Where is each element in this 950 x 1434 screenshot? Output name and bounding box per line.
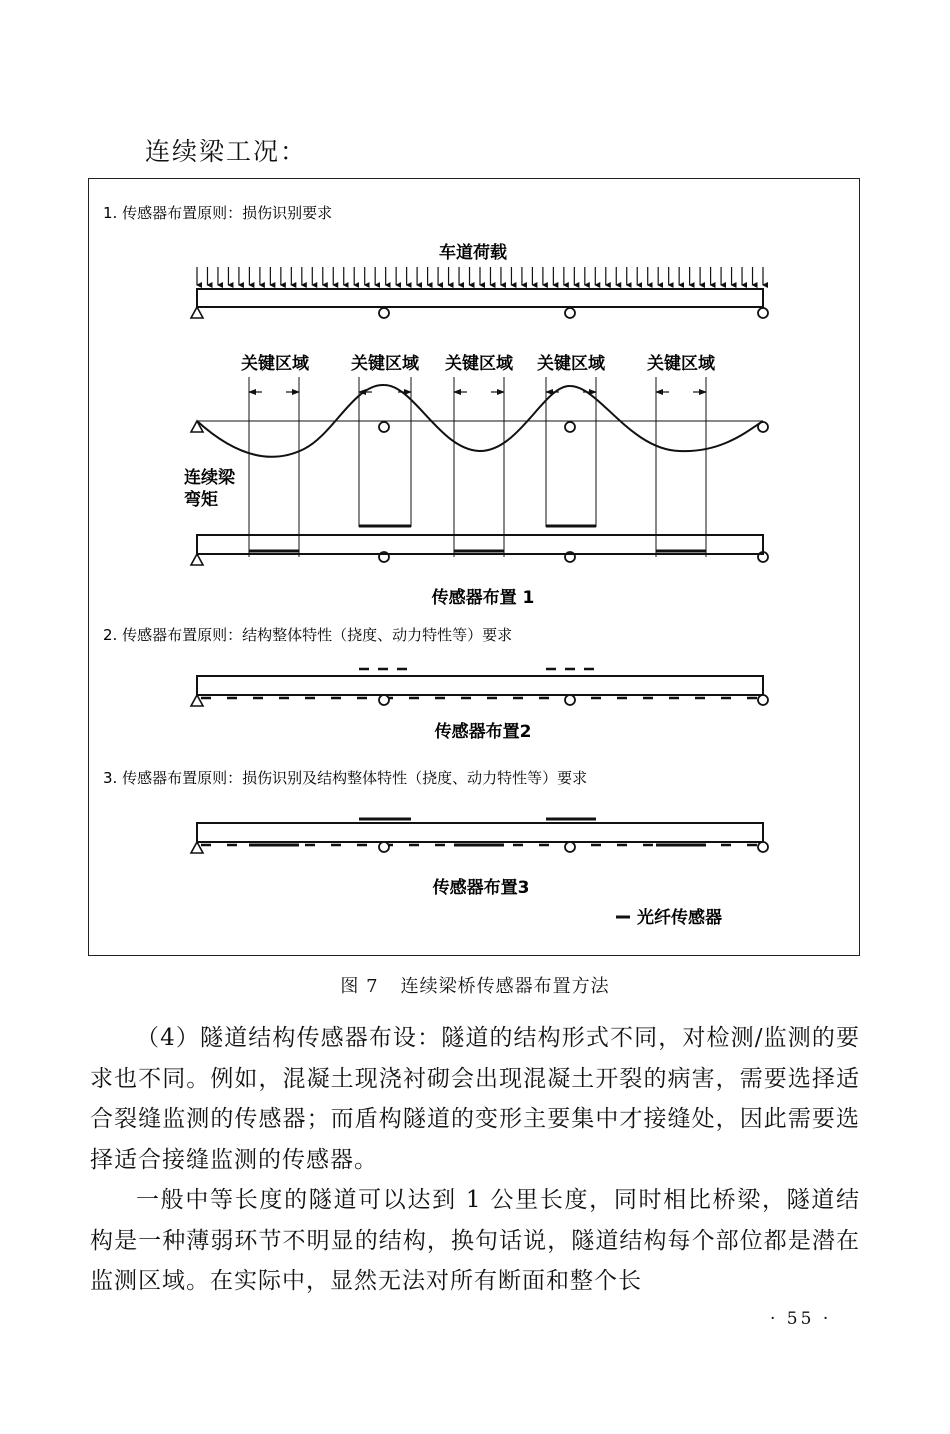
- paragraph-text: 一般中等长度的隧道可以达到 1 公里长度，同时相比桥梁，隧道结构是一种薄弱环节不明显的结构，换句话说，隧道结构每个部位都是潜在监测区域。在实际中，显然无法对所有断面和整个长: [90, 1187, 860, 1294]
- key-zone-label: 关键区域: [647, 354, 715, 374]
- roller-support-icon: [565, 308, 575, 318]
- pin-support-icon: [191, 695, 203, 706]
- key-zone-label: 关键区域: [537, 354, 605, 374]
- zone-boundary-lines: [249, 377, 706, 557]
- lane-load-arrows: [197, 267, 763, 285]
- roller-support-icon: [565, 422, 575, 432]
- roller-support-icon: [758, 842, 768, 852]
- beam-layout-1: [191, 526, 768, 565]
- layout-1-label: 传感器布置 1: [431, 588, 535, 608]
- roller-support-icon: [758, 695, 768, 705]
- pin-support-icon: [191, 554, 203, 565]
- bending-moment-diagram: [191, 385, 768, 457]
- principle-1-text: 1. 传感器布置原则：损伤识别要求: [103, 204, 333, 222]
- figure-caption: [0, 972, 950, 998]
- load-label: 车道荷载: [439, 243, 507, 263]
- roller-support-icon: [379, 842, 389, 852]
- beam-1: [191, 289, 768, 318]
- roller-support-icon: [379, 308, 389, 318]
- figure-caption-text: 连续梁桥传感器布置方法: [400, 976, 610, 997]
- key-zone-label: 关键区域: [241, 354, 309, 374]
- legend: [616, 907, 722, 928]
- key-zone-label: 关键区域: [351, 354, 419, 374]
- roller-support-icon: [379, 422, 389, 432]
- moment-label: 弯矩: [184, 490, 218, 510]
- roller-support-icon: [565, 842, 575, 852]
- legend-label: 光纤传感器: [637, 908, 722, 928]
- layout-3-label: 传感器布置3: [432, 878, 530, 898]
- paragraph-text: （4）隧道结构传感器布设：隧道的结构形式不同，对检测/监测的要求也不同。例如，混凝土现浇衬砌会出现混凝土开裂的病害，需要选择适合裂缝监测的传感器；而盾构隧道的变形主要集中才接缝处，因此需要选择适合接缝监测的传感器。: [90, 1025, 860, 1173]
- pin-support-icon: [191, 842, 203, 853]
- paragraph-1: [90, 1018, 860, 1180]
- beam-diagram: [89, 179, 861, 957]
- principle-3-text: 3. 传感器布置原则：损伤识别及结构整体特性（挠度、动力特性等）要求: [103, 769, 588, 787]
- roller-support-icon: [565, 695, 575, 705]
- paragraph-2: [90, 1180, 860, 1302]
- pin-support-icon: [191, 421, 203, 432]
- layout-2-label: 传感器布置2: [434, 722, 532, 742]
- roller-support-icon: [758, 308, 768, 318]
- figure-box: [88, 178, 860, 956]
- beam-layout-3: [191, 819, 768, 853]
- roller-support-icon: [758, 422, 768, 432]
- pin-support-icon: [191, 307, 203, 318]
- principle-2-text: 2. 传感器布置原则：结构整体特性（挠度、动力特性等）要求: [103, 626, 513, 644]
- key-zone-label: 关键区域: [445, 354, 513, 374]
- figure-number: 图 7: [340, 976, 379, 997]
- roller-support-icon: [379, 695, 389, 705]
- page-number: · 55 ·: [770, 1309, 832, 1329]
- beam-layout-2: [191, 669, 768, 706]
- moment-label: 连续梁: [184, 468, 235, 488]
- section-title: 连续梁工况：: [145, 137, 308, 166]
